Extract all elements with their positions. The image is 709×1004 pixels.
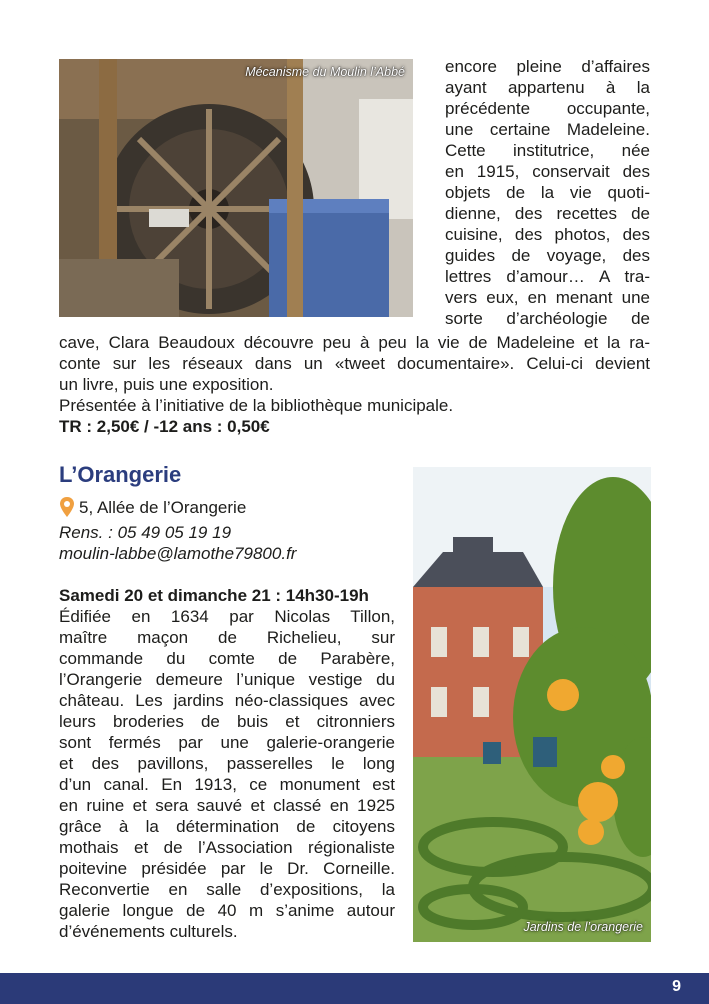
- intro-wide-line: cave, Clara Beaudoux découvre peu à peu la vie de Madeleine et la ra-: [59, 333, 650, 352]
- mill-photo-caption: Mécanisme du Moulin l’Abbé: [245, 65, 405, 79]
- intro-line: une certaine Madeleine.: [445, 120, 650, 139]
- intro-line: précédente occupante,: [445, 99, 650, 118]
- body-line: leurs broderies de buis et citronniers: [59, 712, 395, 731]
- body-line: d’un canal. En 1913, ce monument est: [59, 775, 395, 794]
- intro-line: ayant appartenu à la: [445, 78, 650, 97]
- body-line: poitevine présidée par le Dr. Corneille.: [59, 859, 395, 878]
- body-line: sont fermés par une galerie-orangerie: [59, 733, 395, 752]
- body-line: grâce à la détermination de citoyens: [59, 817, 395, 836]
- orangerie-garden-photo: [413, 467, 651, 942]
- body-line: mothais et de l’Association régionaliste: [59, 838, 395, 857]
- dates-heading: Samedi 20 et dimanche 21 : 14h30-19h: [59, 586, 369, 605]
- intro-line: Cette institutrice, née: [445, 141, 650, 160]
- email-text: moulin-labbe@lamothe79800.fr: [59, 544, 297, 563]
- footer-bar: [0, 973, 709, 1004]
- body-line: château. Les jardins néo-classiques avec: [59, 691, 395, 710]
- address-row: [59, 496, 246, 520]
- body-line: maître maçon de Richelieu, sur: [59, 628, 395, 647]
- intro-wide-line: Présentée à l’initiative de la bibliothèque municipale.: [59, 396, 454, 415]
- intro-line: lettres d’amour… A tra-: [445, 267, 650, 286]
- price-line: TR : 2,50€ / -12 ans : 0,50€: [59, 417, 270, 436]
- intro-line: sorte d’archéologie de: [445, 309, 650, 328]
- garden-photo-caption: Jardins de l’orangerie: [523, 920, 643, 934]
- intro-line: encore pleine d’affaires: [445, 57, 650, 76]
- body-line: et des pavillons, passerelles le long: [59, 754, 395, 773]
- intro-line: vers eux, en menant une: [445, 288, 650, 307]
- intro-line: cuisine, des photos, des: [445, 225, 650, 244]
- section-title: L’Orangerie: [59, 462, 182, 487]
- body-line: Reconvertie en salle d’expositions, la: [59, 880, 395, 899]
- body-line: en ruine et sera sauvé et classé en 1925: [59, 796, 395, 815]
- mill-mechanism-photo: [59, 59, 413, 317]
- body-line: galerie longue de 40 m s’anime autour: [59, 901, 395, 920]
- phone-text: Rens. : 05 49 05 19 19: [59, 523, 232, 542]
- page-number: 9: [672, 978, 681, 995]
- location-pin-icon: [59, 496, 75, 518]
- address-text: 5, Allée de l’Orangerie: [79, 498, 247, 517]
- intro-wide-line: un livre, puis une exposition.: [59, 375, 274, 394]
- body-line: l’Orangerie demeure l’unique vestige du: [59, 670, 395, 689]
- intro-line: objets de la vie quoti-: [445, 183, 650, 202]
- intro-line: en 1915, conservait des: [445, 162, 650, 181]
- intro-line: guides de voyage, des: [445, 246, 650, 265]
- intro-line: dienne, des recettes de: [445, 204, 650, 223]
- intro-wide-line: conte sur les réseaux dans un «tweet documentaire». Celui-ci devient: [59, 354, 650, 373]
- body-line: d’événements culturels.: [59, 922, 238, 941]
- body-line: commande du comte de Parabère,: [59, 649, 395, 668]
- body-line: Édifiée en 1634 par Nicolas Tillon,: [59, 607, 395, 626]
